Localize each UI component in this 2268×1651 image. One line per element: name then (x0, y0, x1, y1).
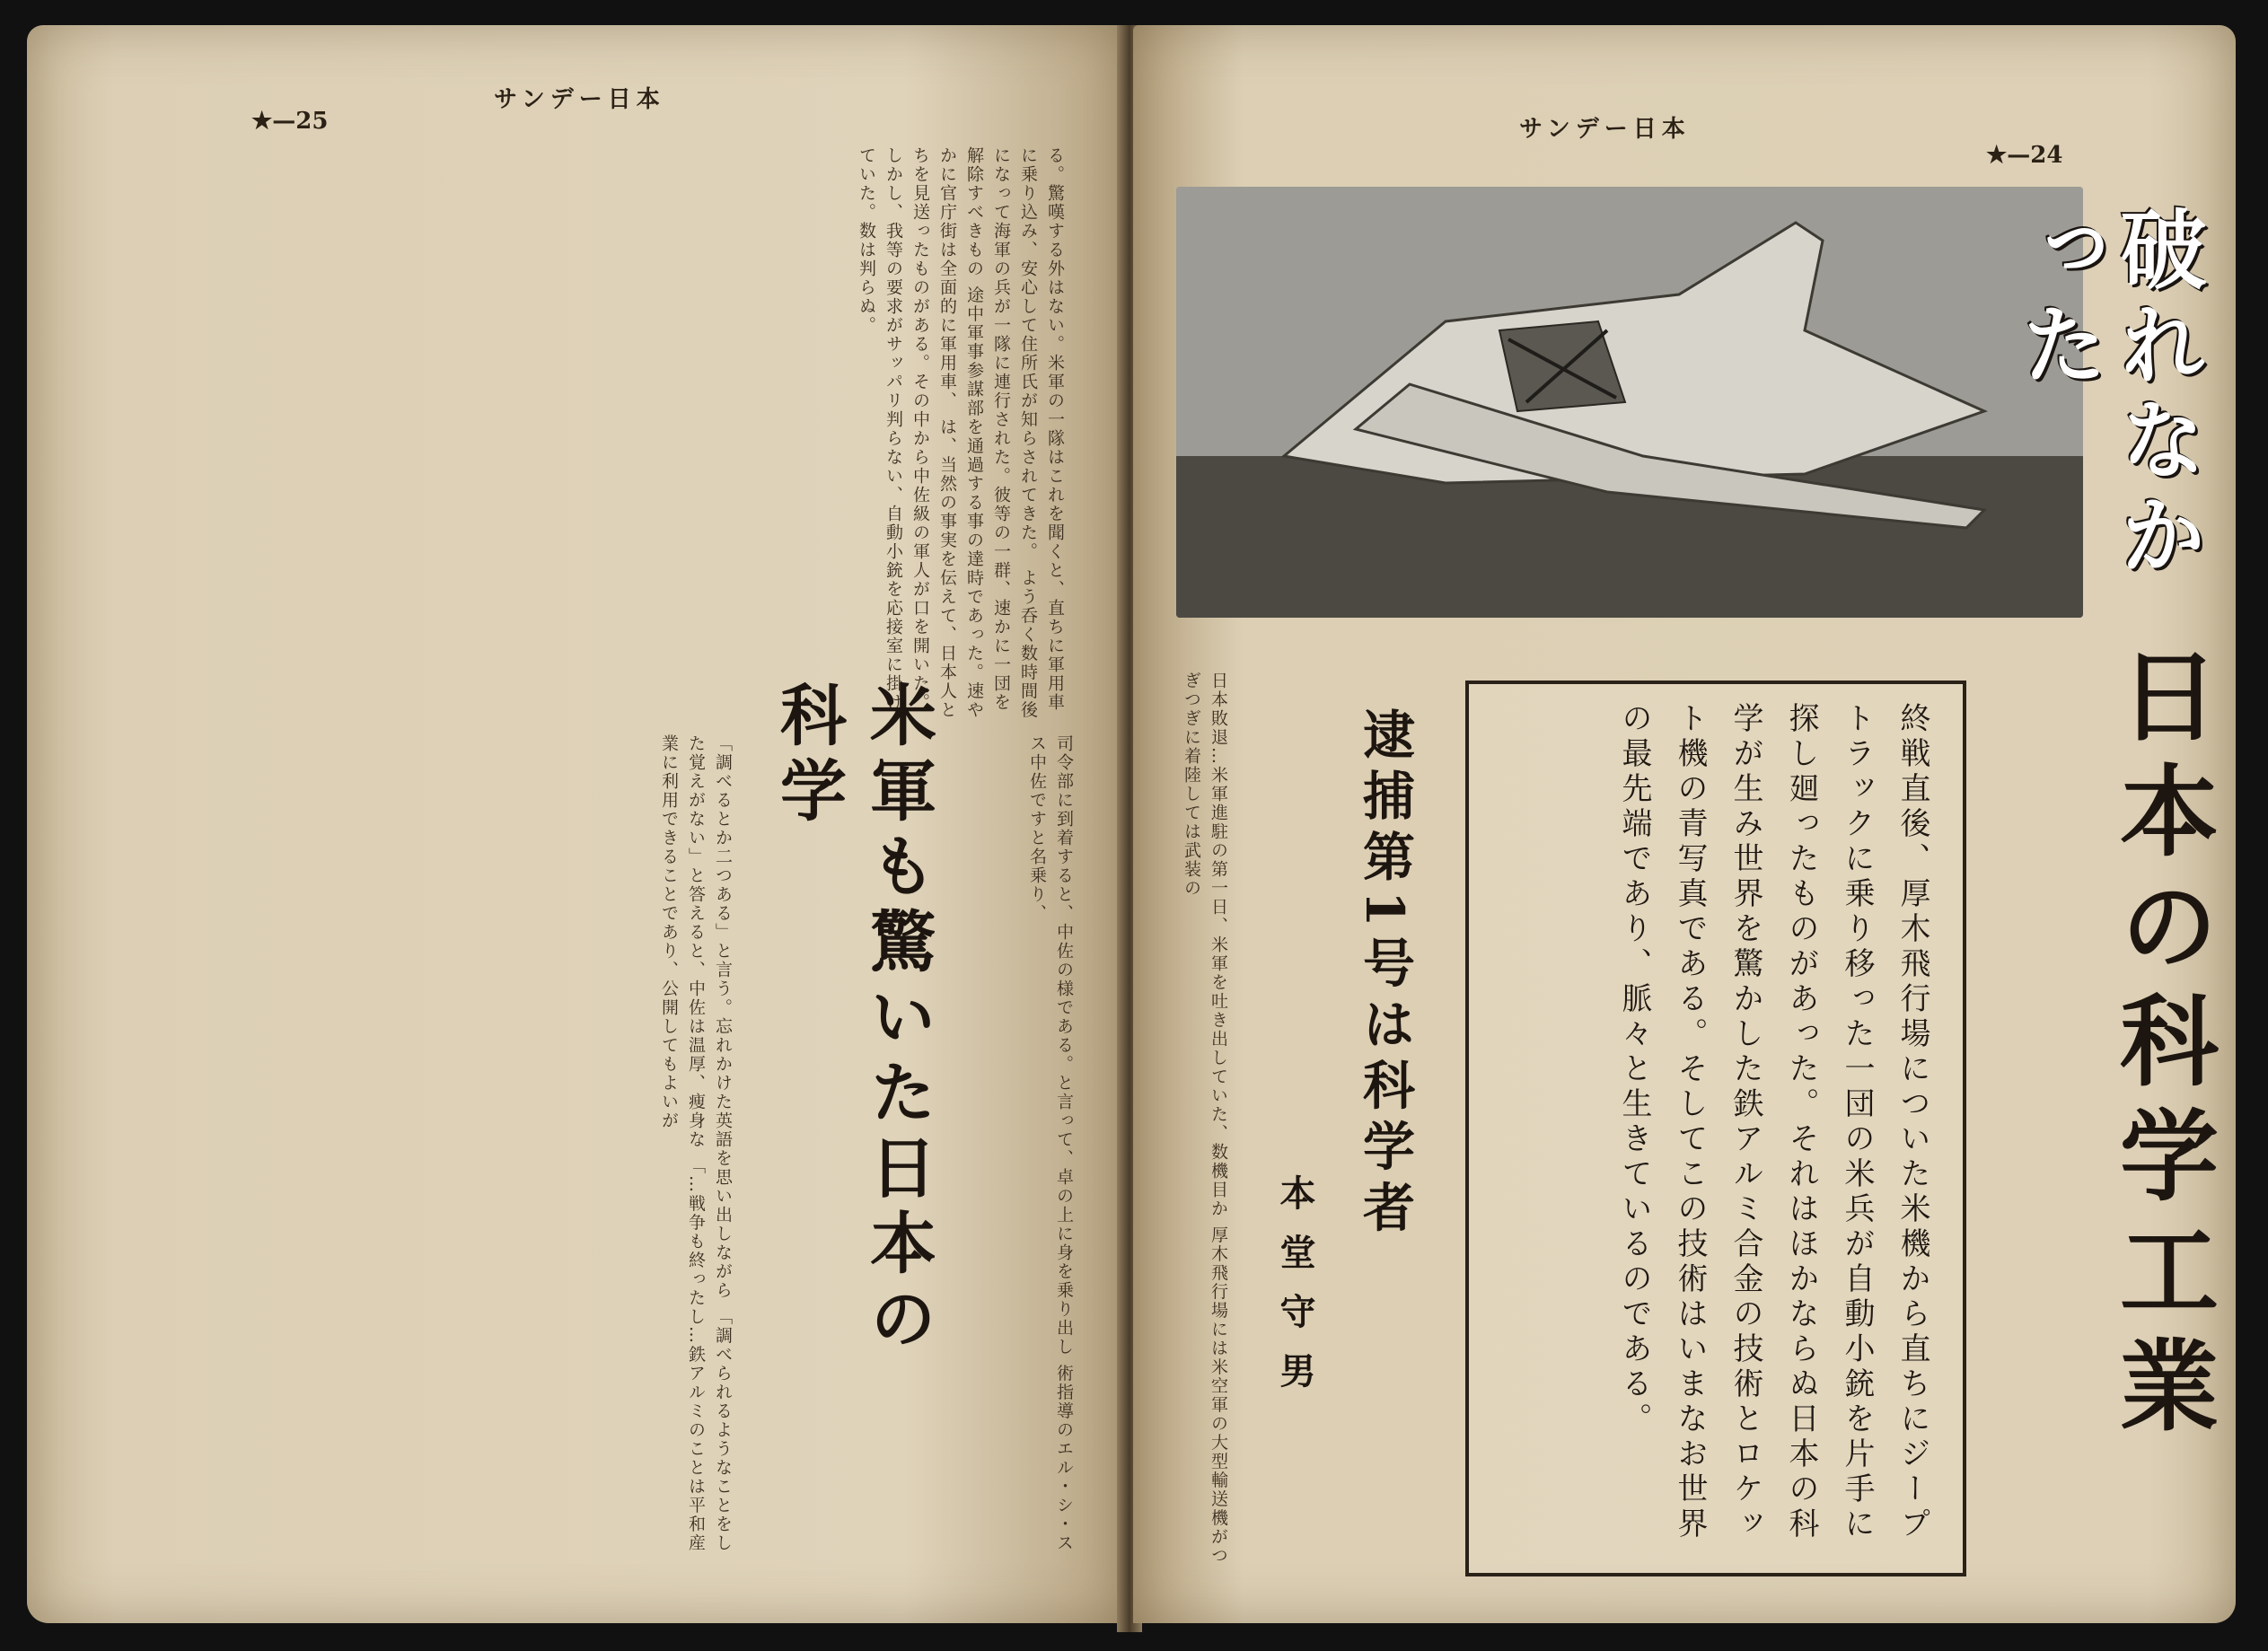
author-name: 本堂守男 (1274, 1174, 1316, 1411)
body-column: 「…戦争も終ったし…鉄アルミのことは平和産業に利用できることであり、公開してもよいが (659, 734, 706, 1553)
right-page (1133, 25, 2236, 1623)
body-column: る。驚嘆する外はない。米軍の一隊はこれを聞くと、直ちに軍用車に乗り込み、安心して住所氏が知らされてきた。 (1018, 146, 1065, 712)
body-text-upper (189, 146, 1068, 721)
body-text (1160, 672, 1232, 1569)
body-column: 司令部に到着すると、中佐の様である。と言って、卓の上に身を乗り出し (1054, 734, 1074, 1357)
page-number: ★—25 (251, 108, 329, 135)
article-title: 米軍も驚いた日本の科学 (769, 681, 936, 1359)
body-column: 途中軍事参謀部を通過する事の達時であった。速やかに官庁街は全面的に軍用車、 (937, 146, 984, 720)
feature-title-bottom: 日本の科学工業 (2104, 645, 2220, 1449)
body-column: 「調べられるようなことをした覚えがない」と答えると、中佐は温厚、痩身な (686, 734, 733, 1553)
lead-text: 終戦直後、厚木飛行場についた米機から直ちにジープトラックに乗り移った一団の米兵が自動小銃を片手に探し廻ったものがあった。それはほかならぬ日本の科学が生み世界を驚かした鉄アルミ合金の技術とロケット機の青写真である。そしてこの技術はいまなお世界の最先端であり、脈々と生きているのである。 (1616, 702, 1930, 1542)
body-column: 厚木飛行場には米空軍の大型輸送機がつぎつぎに着陸しては武装の (1182, 672, 1228, 1566)
lead-box (1465, 681, 1966, 1576)
running-head: サンデー日本 (1519, 116, 1691, 143)
article-subtitle: 逮捕第1号は科学者 (1354, 707, 1415, 1242)
body-text-lower-right (916, 734, 1077, 1560)
left-page (27, 25, 1124, 1623)
feature-title-top: 破れなかった (2008, 205, 2208, 585)
aircraft-wreck-photo (1176, 187, 2083, 618)
body-text-lower-left (207, 734, 736, 1569)
aircraft-wreck-illustration (1176, 187, 2083, 618)
body-column: よう呑く数時間後になって海軍の兵が一隊に連行された。彼等の一群、速かに一団を解除すべきもの (964, 146, 1038, 720)
body-column: 「調べるとか二つある」と言う。忘れかけた英語を思い出しながら (713, 734, 733, 1300)
body-column: は、当然の事実を伝えて、日本人とちを見送ったものがある。その中から中佐級の軍人が口を開いた。 (910, 146, 957, 720)
magazine-spread (27, 25, 2236, 1632)
running-head: サンデー日本 (494, 86, 665, 113)
page-number: ★—24 (1986, 142, 2063, 169)
body-column: 術指導のエル・シ・スス中佐ですと名乗り、 (1027, 734, 1074, 1553)
body-column: 日本敗退…米軍進駐の第一日、米軍を吐き出していた、数機目か (1209, 672, 1228, 1218)
body-column: しかし、我等の要求がサッパリ判らない、自動小銃を応接室に掛けていた。数は判らぬ。 (857, 146, 903, 712)
